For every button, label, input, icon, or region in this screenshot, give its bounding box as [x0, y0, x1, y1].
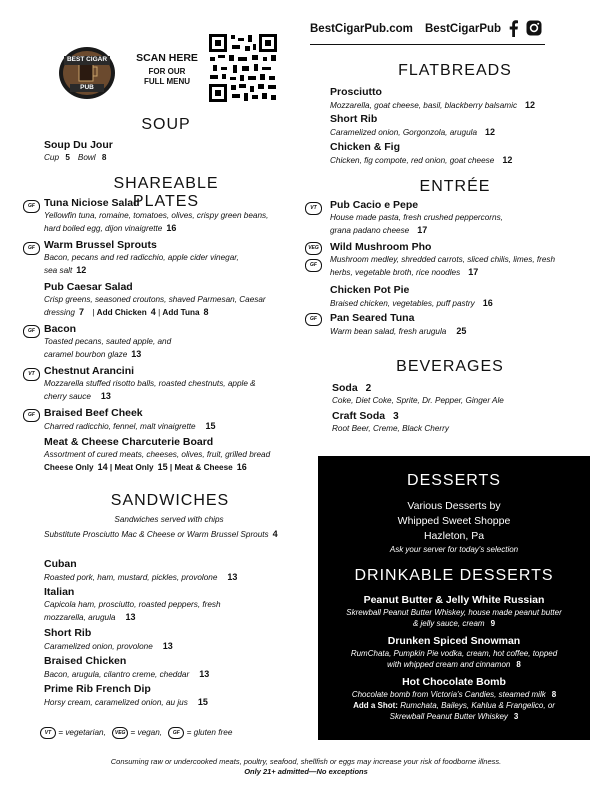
logo-top-text: BEST CIGAR [66, 56, 108, 63]
item-name: Short Rib [44, 627, 92, 639]
item-desc: mozzarella, arugula [44, 613, 116, 622]
header-divider [310, 44, 545, 45]
vt-badge: VT [305, 202, 322, 215]
item-price: 3 [393, 411, 399, 422]
item-name: Chicken Pot Pie [330, 284, 410, 296]
menu-item [330, 284, 493, 310]
desserts-heading: DESSERTS [407, 472, 501, 489]
item-desc: grana padano cheese [330, 226, 410, 235]
menu-item [332, 410, 449, 435]
item-price: 15 [157, 462, 168, 472]
add-on: Add Tuna [162, 308, 200, 317]
sandwiches-heading: SANDWICHES [110, 492, 230, 509]
item-name: Braised Beef Cheek [44, 407, 143, 419]
item-desc: Coke, Diet Coke, Sprite, Dr. Pepper, Ginger Ale [332, 396, 504, 405]
item-desc: RumChata, Pumpkin Pie vodka, cream, hot coffee, topped [350, 649, 558, 658]
item-price: 2 [365, 383, 372, 394]
menu-item [44, 558, 237, 584]
item-desc: Root Beer, Creme, Black Cherry [332, 424, 449, 433]
item-price: 9 [490, 619, 496, 628]
dessert-line: Various Desserts by [407, 500, 501, 512]
item-name: Chestnut Arancini [44, 365, 135, 377]
gf-badge: GF [23, 409, 40, 422]
item-desc: Yellowfin tuna, romaine, tomatoes, olives, crispy green beans, [44, 211, 269, 220]
item-price: 12 [502, 155, 513, 165]
item-price: 13 [131, 349, 142, 359]
vt-badge: VT [40, 727, 56, 739]
item-name: Pan Seared Tuna [330, 312, 415, 324]
gf-badge: GF [23, 325, 40, 338]
item-price: 12 [525, 100, 536, 110]
menu-item [44, 655, 209, 681]
dessert-line: Whipped Sweet Shoppe [397, 515, 511, 527]
dessert-line: Hazleton, Pa [423, 530, 485, 542]
footer-age: Only 21+ admitted—No exceptions [244, 767, 368, 776]
scan-block [124, 52, 210, 86]
item-desc: cherry sauce [44, 392, 91, 401]
scan-sub1: FOR OUR [148, 67, 186, 76]
board-option: Meat & Cheese [174, 463, 233, 472]
item-price: 8 [551, 690, 557, 699]
item-name: Tuna Niciose Salad [44, 197, 140, 209]
item-desc: Mozzarella, goat cheese, basil, blackberry balsamic [330, 101, 518, 110]
item-price: 4 [150, 307, 156, 317]
menu-item: Pub Caesar Salad Crisp greens, seasoned croutons, shaved Parmesan, Caesar dressing 7 | Add Chicken 4 | Add Tuna 8 [44, 281, 266, 317]
item-price: 13 [162, 641, 173, 651]
item-desc: Caramelized onion, Gorgonzola, arugula [330, 128, 478, 137]
item-desc: Assortment of cured meats, cheeses, olives, fruit, grilled bread [44, 450, 271, 459]
menu-item [44, 627, 173, 653]
item-name: Pub Cacio e Pepe [330, 199, 419, 211]
item-name: Wild Mushroom Pho [330, 241, 432, 253]
item-desc: Skrewball Peanut Butter Whiskey [389, 712, 508, 721]
dietary-legend: VT = vegetarian, VEG = vegan, GF = gluten free [40, 727, 232, 739]
sandwich-note: Sandwiches served with chips [114, 515, 224, 524]
item-price: 16 [482, 298, 493, 308]
item-desc: Crisp greens, seasoned croutons, shaved Parmesan, Caesar [44, 295, 266, 304]
item-price: 13 [125, 612, 136, 622]
gf-badge: GF [305, 313, 322, 326]
item-desc: House made pasta, fresh crushed peppercorns, [330, 213, 503, 222]
item-name: Craft Soda [332, 410, 386, 422]
footer-warning: Consuming raw or undercooked meats, poultry, seafood, shellfish or eggs may increase your risk of foodborne illness. [110, 757, 502, 766]
menu-item [44, 586, 221, 624]
item-name: Soup Du Jour [44, 139, 113, 151]
item-name: Short Rib [330, 113, 378, 125]
item-price: 13 [199, 669, 210, 679]
item-desc: herbs, vegetable broth, rice noodles [330, 268, 461, 277]
menu-item [44, 407, 216, 433]
drinkable-heading: DRINKABLE DESSERTS [354, 567, 554, 584]
item-desc: Warm bean salad, fresh arugula [330, 327, 447, 336]
board-option: Cheese Only [44, 463, 94, 472]
menu-item [330, 312, 466, 338]
menu-item [330, 199, 503, 237]
item-desc: dressing [44, 308, 75, 317]
dessert-ask: Ask your server for today's selection [389, 545, 519, 554]
item-name: Warm Brussel Sprouts [44, 239, 157, 251]
soup-item [44, 139, 113, 164]
soup-prices: Cup 5 Bowl 8 [44, 153, 107, 162]
item-price: 13 [227, 572, 238, 582]
item-desc: Bacon, arugula, cilantro creme, cheddar [44, 670, 190, 679]
instagram-icon[interactable] [526, 20, 542, 36]
item-price: 17 [417, 225, 428, 235]
item-price: 8 [203, 307, 209, 317]
shareable-heading: SHAREABLE PLATES [113, 175, 219, 210]
item-name: Drunken Spiced Snowman [387, 635, 521, 647]
scan-title: SCAN HERE [136, 52, 198, 64]
item-name: Meat & Cheese Charcuterie Board [44, 436, 214, 448]
item-desc: caramel bourbon glaze [44, 350, 128, 359]
item-price: 13 [100, 391, 111, 401]
item-name: Braised Chicken [44, 655, 127, 667]
item-desc: Toasted pecans, sauted apple, and [44, 337, 172, 346]
item-desc: with whipped cream and cinnamon [387, 660, 511, 669]
gf-badge: GF [305, 259, 322, 272]
veg-badge: VEG [112, 727, 128, 739]
item-desc: Rumchata, Baileys, Kahlua & Frangelico, or [400, 701, 555, 710]
website-link[interactable]: BestCigarPub.com [310, 23, 413, 35]
item-desc: Charred radicchio, fennel, malt vinaigrette [44, 422, 196, 431]
beverages-heading: BEVERAGES [396, 358, 504, 375]
facebook-icon[interactable] [507, 20, 519, 37]
add-shot-label: Add a Shot: [353, 701, 398, 710]
item-price: 12 [76, 265, 87, 275]
item-desc: Roasted pork, ham, mustard, pickles, provolone [44, 573, 218, 582]
item-name: Bacon [44, 323, 77, 335]
gf-badge: GF [23, 200, 40, 213]
item-desc: Capicola ham, prosciutto, roasted peppers, fresh [44, 600, 221, 609]
board-option: Meat Only [114, 463, 154, 472]
item-name: Prosciutto [330, 86, 382, 98]
menu-item [44, 323, 171, 361]
item-desc: Chicken, fig compote, red onion, goat cheese [330, 156, 495, 165]
item-price: 15 [197, 697, 208, 707]
item-desc: Horsy cream, caramelized onion, au jus [44, 698, 188, 707]
logo-bottom-text: PUB [80, 84, 94, 91]
item-price: 25 [456, 326, 467, 336]
item-price: 8 [516, 660, 521, 669]
menu-item [44, 365, 256, 403]
menu-item [330, 86, 535, 112]
logo [58, 46, 116, 100]
menu-item [44, 197, 268, 235]
social-handle[interactable]: BestCigarPub [425, 23, 502, 35]
item-price: 7 [78, 307, 84, 317]
menu-item [44, 239, 239, 277]
item-name: Hot Chocolate Bomb [402, 676, 506, 688]
veg-badge: VEG [305, 242, 322, 255]
item-price: 3 [513, 712, 519, 721]
entree-heading: ENTRÉE [419, 178, 491, 195]
item-price: 17 [468, 267, 479, 277]
menu-item [44, 683, 208, 709]
soup-heading: SOUP [141, 116, 191, 133]
add-on: Add Chicken [96, 308, 147, 317]
flatbreads-heading: FLATBREADS [398, 62, 512, 79]
item-price: 16 [166, 223, 177, 233]
item-price: 14 [97, 462, 108, 472]
scan-sub2: FULL MENU [143, 77, 191, 86]
menu-item: Meat & Cheese Charcuterie Board Assortment of cured meats, cheeses, olives, fruit, grilled bread Cheese Only 14 | Meat Only 15 | Meat & Cheese 16 [44, 436, 271, 472]
item-desc: sea salt [44, 266, 73, 275]
menu-item [332, 382, 504, 407]
menu-item [330, 241, 555, 279]
gf-badge: GF [168, 727, 184, 739]
menu-item [330, 113, 495, 139]
item-name: Cuban [44, 558, 77, 570]
item-desc: Bacon, pecans and red radicchio, apple cider vinegar, [44, 253, 239, 262]
item-price: 16 [236, 462, 247, 472]
item-desc: Caramelized onion, provolone [44, 642, 153, 651]
item-name: Prime Rib French Dip [44, 683, 151, 695]
item-desc: Skrewball Peanut Butter Whiskey, house made peanut butter [346, 608, 562, 617]
menu-item [330, 141, 512, 167]
item-name: Italian [44, 586, 75, 598]
item-desc: Mushroom medley, shredded carrots, sliced chilis, limes, fresh [330, 255, 556, 264]
qr-code[interactable] [208, 33, 278, 103]
item-name: Chicken & Fig [330, 141, 401, 153]
item-price: 15 [205, 421, 216, 431]
item-desc: Mozzarella stuffed risotto balls, roasted chestnuts, apple & [44, 379, 256, 388]
item-desc: Chocolate bomb from Victoria's Candies, steamed milk [351, 690, 546, 699]
item-name: Pub Caesar Salad [44, 281, 133, 293]
sandwich-sub: Substitute Prosciutto Mac & Cheese or Warm Brussel Sprouts 4 [44, 529, 278, 539]
item-desc: & jelly sauce, cream [412, 619, 485, 628]
vt-badge: VT [23, 368, 40, 381]
item-price: 12 [485, 127, 496, 137]
desserts-panel [318, 456, 590, 740]
item-name: Peanut Butter & Jelly White Russian [363, 594, 545, 606]
gf-badge: GF [23, 242, 40, 255]
item-desc: Braised chicken, vegetables, puff pastry [330, 299, 475, 308]
item-desc: hard boiled egg, dijon vinaigrette [44, 224, 163, 233]
item-name: Soda [332, 382, 358, 394]
